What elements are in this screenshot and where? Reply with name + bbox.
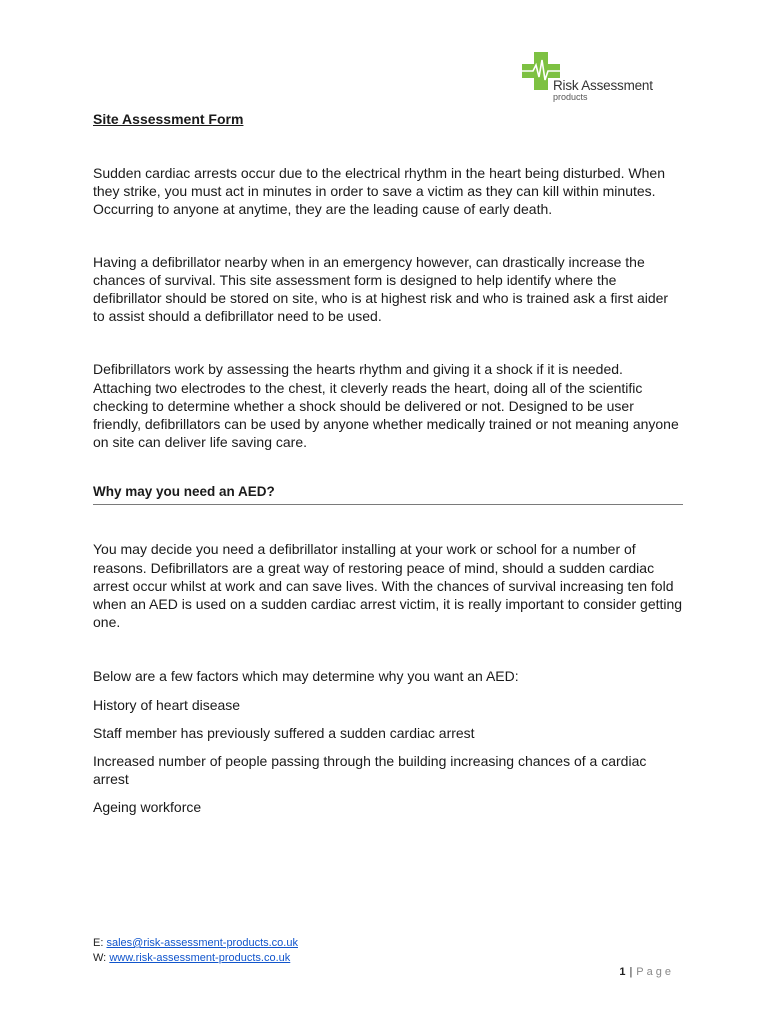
email-line: [93, 936, 298, 951]
section-paragraph: You may decide you need a defibrillator installing at your work or school for a number of reasons. Defibrillators are a great way of restoring peace of mind, should a sudden cardiac arrest occur whilst at work and can save lives. With the chances of survival increasing ten fold when an AED is used on a sudden cardiac arrest victim, it is really important to consider getting one.: [93, 541, 683, 631]
logo-title: Risk Assessment: [553, 78, 653, 93]
website-line: [93, 951, 298, 966]
contact-footer: [93, 936, 298, 966]
factors-intro: Below are a few factors which may determine why you want an AED:: [93, 668, 519, 685]
list-item: History of heart disease: [93, 696, 241, 713]
email-label: E:: [93, 937, 104, 949]
document-body: [93, 109, 683, 817]
section-heading: Why may you need an AED?: [93, 482, 683, 505]
page-separator: |: [629, 966, 633, 978]
intro-paragraph-1: Sudden cardiac arrests occur due to the electrical rhythm in the heart being disturbed. When they strike, you must act in minutes in order to save a victim as they can kill within minutes. Occurring to anyone at anytime, they are the leading cause of early death.: [93, 165, 665, 218]
intro-paragraph-3: Defibrillators work by assessing the hearts rhythm and giving it a shock if it is needed. Attaching two electrodes to the chest, it cleverly reads the heart, doing all of the scientific checking to determine whether a shock should be delivered or not. Designed to be user friendly, defibrillators can be used by anyone whether medically trained or not meaning anyone on site can deliver life saving care.: [93, 361, 679, 451]
intro-paragraph-2: Having a defibrillator nearby when in an emergency however, can drastically increase the chances of survival. This site assessment form is designed to help identify where the defibrillator should be stored on site, who is at highest risk and who is trained ask a first aider to assist should a defibrillator need to be used.: [93, 253, 669, 325]
email-link[interactable]: sales@risk-assessment-products.co.uk: [106, 937, 298, 949]
list-item: Increased number of people passing through the building increasing chances of a cardiac arrest: [93, 753, 647, 788]
logo-subtitle: products: [553, 92, 588, 102]
page-number-value: 1: [619, 966, 626, 978]
company-logo: [521, 50, 671, 106]
page-label: Page: [636, 966, 674, 978]
page-title: Site Assessment Form: [93, 111, 244, 127]
list-item: Staff member has previously suffered a sudden cardiac arrest: [93, 724, 475, 741]
list-item: Ageing workforce: [93, 799, 202, 816]
website-label: W:: [93, 952, 107, 964]
page-number: [619, 966, 674, 978]
website-link[interactable]: www.risk-assessment-products.co.uk: [109, 952, 291, 964]
